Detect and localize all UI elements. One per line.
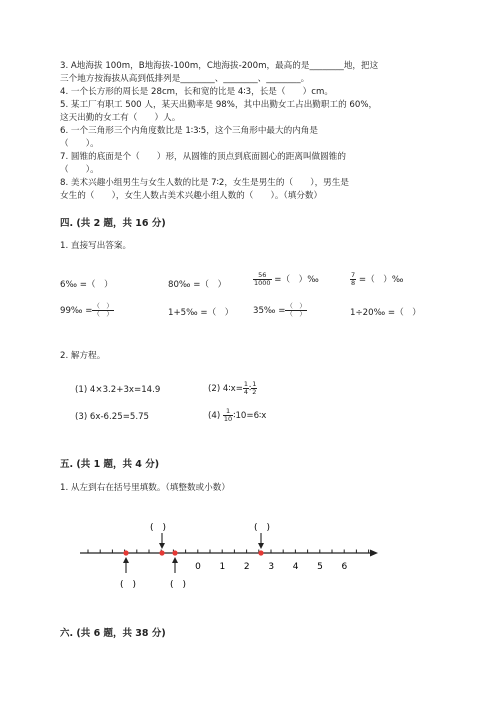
section4-title: 四. (共 2 题，共 16 分): [60, 218, 166, 229]
numerator: 1: [243, 380, 249, 388]
arrowhead-icon: [123, 557, 129, 563]
denominator: （ ）: [93, 310, 113, 318]
point-marker: [258, 550, 263, 555]
calc-r2c1-left: 99‰ =: [60, 306, 93, 316]
numerator: （ ）: [286, 302, 306, 310]
equation-4-rest: ∶10=6∶x: [233, 411, 267, 421]
answer-blank-bottom-1: ( ): [119, 580, 137, 590]
denominator: 8: [351, 279, 356, 287]
point-marker: [123, 550, 128, 555]
q4-text: 4. 一个长方形的周长是 28cm，长和宽的比是 4∶3，长是（ ）cm。: [60, 87, 333, 97]
calc-r2c3-left: 35‰ =: [253, 306, 286, 316]
q6-line1: 6. 一个三角形三个内角度数比是 1∶3∶5，这个三角形中最大的内角是: [60, 126, 318, 136]
tick-label: 0: [195, 562, 201, 572]
tick-label: 6: [341, 562, 348, 572]
equation-2-left: (2) 4∶x=: [208, 384, 243, 394]
calc-r2c2: 1+5‰ =（ ）: [168, 308, 234, 318]
calc-r1c4-rest: =（ ）‰: [356, 275, 404, 285]
equation-3: (3) 6x-6.25=5.75: [75, 412, 150, 422]
q8-line2: 女生的（ ），女生人数占美术兴趣小组人数的（ ）。（填分数）: [60, 191, 323, 201]
calc-r1c2: 80‰ =（ ）: [168, 280, 227, 290]
q5-line2: 这天出勤的女工有（ ）人。: [60, 113, 181, 123]
arrowhead-icon: [159, 543, 165, 549]
section5-q1-title: 1. 从左到右在括号里填数。（填整数或小数）: [60, 483, 230, 493]
equation-1: (1) 4×3.2+3x=14.9: [75, 385, 161, 395]
numerator: 1: [252, 380, 257, 388]
calc-r1c3-rest: =（ ）‰: [271, 275, 319, 285]
point-marker: [172, 550, 177, 555]
tick-label: 5: [317, 562, 323, 572]
calc-r2c4: 1÷20‰ =（ ）: [350, 308, 421, 318]
numerator: 1: [223, 408, 233, 416]
numerator: 56: [253, 272, 272, 280]
equation-2-ratio: ∶: [249, 384, 252, 394]
section6-title: 六. (共 6 题，共 38 分): [60, 628, 166, 639]
denominator: 1000: [254, 279, 271, 287]
denominator: （ ）: [286, 310, 306, 318]
point-marker: [159, 550, 164, 555]
answer-blank-top-1: ( ): [149, 523, 167, 533]
tick-label: 4: [292, 562, 299, 572]
section4-q1-title: 1. 直接写出答案。: [60, 241, 132, 251]
denominator: 10: [223, 415, 233, 423]
tick-label: 1: [219, 562, 226, 572]
q7-line2: （ ）。: [60, 165, 99, 175]
numerator: 7: [351, 271, 356, 279]
denominator: 2: [252, 388, 257, 396]
section5-title: 五. (共 1 题，共 4 分): [60, 459, 160, 470]
q5-line1: 5. 某工厂有职工 500 人，某天出勤率是 98%，其中出勤女工占出勤职工的 60%，: [60, 100, 378, 110]
tick-label: 2: [243, 562, 250, 572]
q6-line2: （ ）。: [60, 139, 99, 149]
arrowhead-icon: [172, 557, 178, 563]
section4-q2-title: 2. 解方程。: [60, 351, 106, 361]
tick-labels: [195, 562, 347, 572]
q8-line1: 8. 美术兴趣小组男生与女生人数的比是 7∶2，女生是男生的（ ），男生是: [60, 178, 349, 188]
tick-label: 3: [268, 562, 275, 572]
numerator: （ ）: [93, 302, 113, 310]
axis-arrowhead: [370, 550, 378, 557]
q7-line1: 7. 圆锥的底面是个（ ）形，从圆锥的顶点到底面圆心的距离叫做圆锥的: [60, 152, 346, 162]
q3-line2: 三个地方按海拔从高到低排列是________、________、________。: [60, 74, 310, 84]
calc-r1c1: 6‰ =（ ）: [60, 280, 113, 290]
q3-line1: 3. A地海拔 100m，B地海拔-100m，C地海拔-200m，最高的是________地，把这: [60, 61, 379, 71]
equation-4-left: (4): [208, 411, 221, 421]
answer-blank-bottom-2: ( ): [169, 580, 187, 590]
arrowhead-icon: [258, 543, 264, 549]
answer-blank-top-2: ( ): [253, 523, 271, 533]
denominator: 4: [243, 388, 249, 396]
